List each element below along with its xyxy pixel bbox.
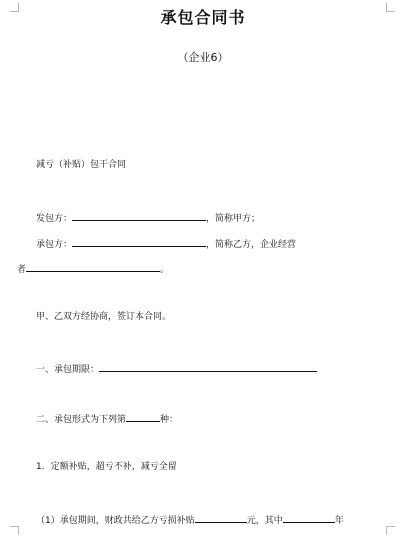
form-prefix: 二、承包形式为下列第 [36,415,127,425]
subitem-1-mid: 元，其中 [246,516,283,526]
operator-end: 。 [160,265,170,275]
document-subtitle: （企业6） [177,51,229,64]
document-title: 承包合同书 [160,8,246,27]
margin-corner-mark [10,526,19,535]
party-a-blank[interactable] [72,210,206,221]
party-b-line [36,236,296,251]
form-suffix: 种： [160,415,179,425]
form-line [36,411,178,426]
subitem-1-prefix: （1）承包期间，财政共给乙方亏损补贴 [36,516,195,526]
party-b-label: 承包方： [36,240,73,250]
operator-prefix: 者 [17,265,27,275]
year-blank[interactable] [283,512,335,523]
term-blank[interactable] [99,361,317,372]
item-1: 1．定额补贴，超亏不补，减亏全留 [36,462,177,472]
party-b-blank[interactable] [72,236,206,247]
party-a-label: 发包方： [36,214,73,224]
term-label: 一、承包期限： [36,365,100,375]
subitem-1 [36,512,344,527]
party-a-line [36,210,260,225]
subitem-1-suffix: 年 [334,516,344,526]
party-b-suffix: ，简称乙方，企业经营 [206,240,297,250]
operator-blank[interactable] [26,261,160,272]
agreement-sentence: 甲、乙双方经协商，签订本合同。 [36,312,172,322]
subsidy-amount-blank[interactable] [195,512,247,523]
contract-type: 减亏（补贴）包干合同 [36,160,127,170]
form-blank[interactable] [126,411,160,422]
party-a-suffix: ，简称甲方； [206,214,261,224]
margin-corner-mark [386,526,395,535]
operator-line [17,261,169,276]
term-line [36,361,317,376]
